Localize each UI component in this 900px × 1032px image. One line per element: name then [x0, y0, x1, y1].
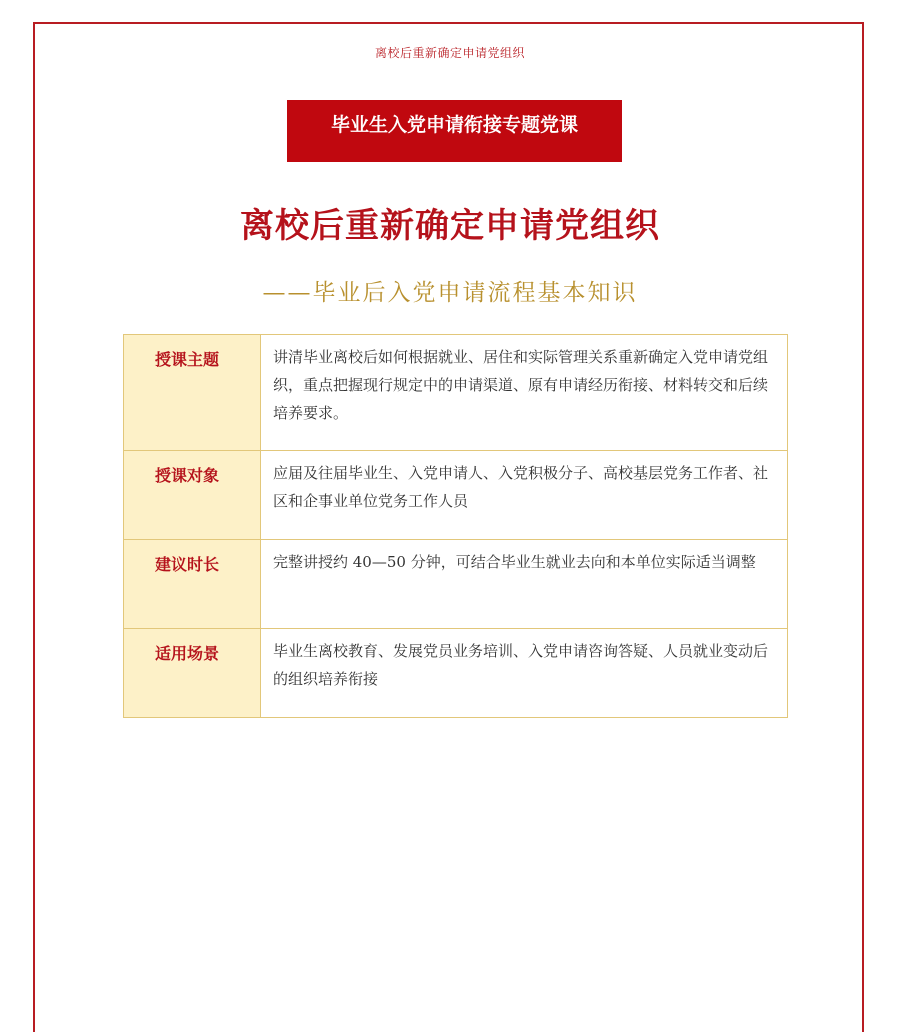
- row-label: 授课对象: [124, 451, 261, 540]
- row-label: 适用场景: [124, 629, 261, 718]
- row-value: 讲清毕业离校后如何根据就业、居住和实际管理关系重新确定入党申请党组织，重点把握现行规定中的申请渠道、原有申请经历衔接、材料转交和后续培养要求。: [261, 335, 788, 451]
- row-label: 授课主题: [124, 335, 261, 451]
- table-row: [124, 540, 788, 629]
- table-row: [124, 335, 788, 451]
- course-info-table: [123, 334, 788, 718]
- topic-banner: [287, 100, 622, 162]
- table-row: [124, 629, 788, 718]
- topic-banner-text: 毕业生入党申请衔接专题党课: [330, 113, 578, 136]
- table-row: [124, 451, 788, 540]
- page-subtitle: ——毕业后入党申请流程基本知识: [262, 280, 638, 306]
- row-value: 完整讲授约 40—50 分钟，可结合毕业生就业去向和本单位实际适当调整: [261, 540, 788, 629]
- running-header: 离校后重新确定申请党组织: [374, 46, 525, 60]
- row-value: 毕业生离校教育、发展党员业务培训、入党申请咨询答疑、人员就业变动后的组织培养衔接: [261, 629, 788, 718]
- row-value: 应届及往届毕业生、入党申请人、入党积极分子、高校基层党务工作者、社区和企事业单位党务工作人员: [261, 451, 788, 540]
- row-label: 建议时长: [124, 540, 261, 629]
- page-title: 离校后重新确定申请党组织: [240, 206, 660, 246]
